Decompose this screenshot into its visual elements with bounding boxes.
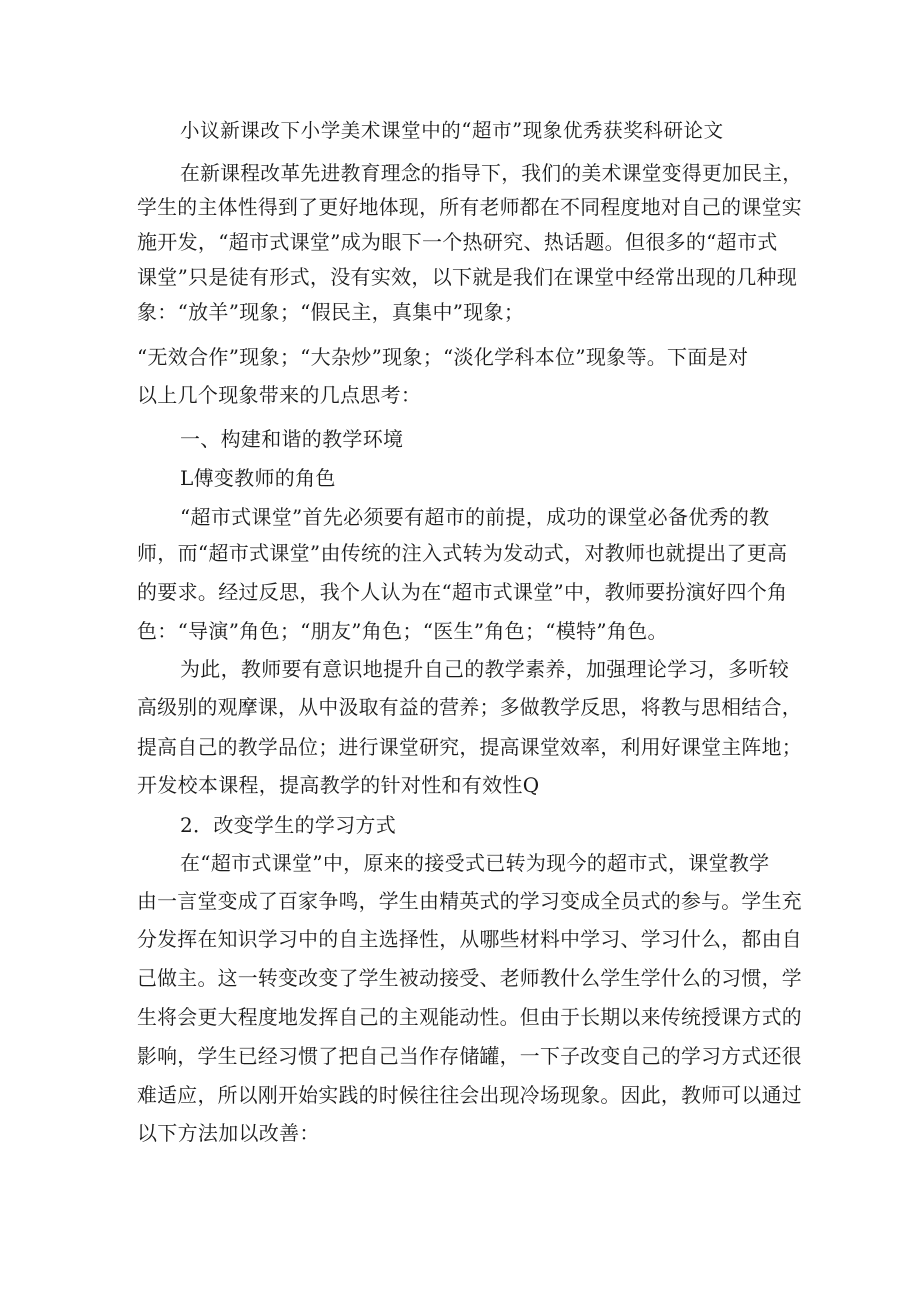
paragraph-line: 在新课程改革先进教育理念的指导下，我们的美术课堂变得更加民主， bbox=[180, 161, 803, 185]
paragraph-line: “超市式课堂”首先必须要有超市的前提，成功的课堂必备优秀的教 bbox=[180, 505, 770, 529]
paragraph-line: 提高自己的教学品位；进行课堂研究，提高课堂效率，利用好课堂主阵地； bbox=[137, 735, 802, 759]
paragraph-line: 为此，教师要有意识地提升自己的教学素养，加强理论学习，多听较 bbox=[180, 657, 789, 681]
paragraph-line: “无效合作”现象；“大杂炒”现象；“淡化学科本位”现象等。下面是对 bbox=[137, 345, 749, 369]
paragraph-line: 学生的主体性得到了更好地体现，所有老师都在不同程度地对自己的课堂实 bbox=[137, 195, 802, 219]
paragraph-line: 师，而“超市式课堂”由传统的注入式转为发动式，对教师也就提出了更高 bbox=[137, 541, 788, 565]
paragraph-line: 课堂”只是徒有形式，没有实效，以下就是我们在课堂中经常出现的几种现 bbox=[137, 265, 798, 289]
paragraph-line: 由一言堂变成了百家争鸣，学生由精英式的学习变成全员式的参与。学生充 bbox=[137, 889, 802, 913]
paragraph-line: 己做主。这一转变改变了学生被动接受、老师教什么学生学什么的习惯，学 bbox=[137, 966, 802, 990]
paragraph-line: 开发校本课程，提高教学的针对性和有效性Q bbox=[137, 773, 540, 797]
paragraph-line: 的要求。经过反思，我个人认为在“超市式课堂”中，教师要扮演好四个角 bbox=[137, 580, 788, 604]
paragraph-line: 高级别的观摩课，从中汲取有益的营养；多做教学反思，将教与思相结合， bbox=[137, 695, 802, 719]
paragraph-line: 以上几个现象带来的几点思考： bbox=[137, 383, 422, 407]
section-heading: 一、构建和谐的教学环境 bbox=[180, 427, 404, 451]
paragraph-line: 影响，学生已经习惯了把自己当作存储罐，一下子改变自己的学习方式还很 bbox=[137, 1044, 802, 1068]
paragraph-line: 色：“导演”角色；“朋友”角色；“医生”角色；“模特”角色。 bbox=[137, 619, 668, 643]
paragraph-line: 施开发，“超市式课堂”成为眼下一个热研究、热话题。但很多的“超市式 bbox=[137, 230, 778, 254]
paragraph-line: 难适应，所以刚开始实践的时候往往会出现冷场现象。因此，教师可以通过 bbox=[137, 1083, 802, 1107]
subsection-heading: L傅变教师的角色 bbox=[180, 466, 336, 490]
paragraph-line: 象：“放羊”现象；“假民主，真集中”现象； bbox=[137, 300, 525, 324]
paragraph-line: 以下方法加以改善： bbox=[137, 1121, 320, 1145]
paragraph-line: 分发挥在知识学习中的自主选择性，从哪些材料中学习、学习什么，都由自 bbox=[137, 927, 802, 951]
paragraph-line: 生将会更大程度地发挥自己的主观能动性。但由于长期以来传统授课方式的 bbox=[137, 1005, 802, 1029]
subsection-heading: 2．改变学生的学习方式 bbox=[180, 813, 397, 837]
paragraph-line: 在“超市式课堂”中，原来的接受式已转为现今的超市式，课堂教学 bbox=[180, 851, 770, 875]
document-title: 小议新课改下小学美术课堂中的“超市”现象优秀获奖科研论文 bbox=[180, 119, 724, 142]
